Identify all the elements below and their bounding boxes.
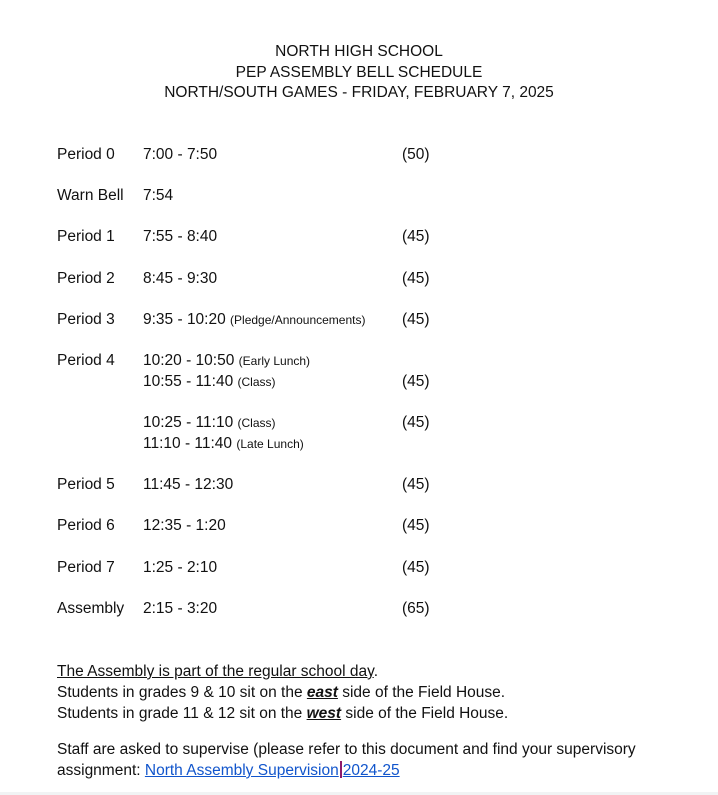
period-duration: (50) [402, 146, 430, 163]
period-note: (Class) [237, 416, 276, 430]
event-date: NORTH/SOUTH GAMES - FRIDAY, FEBRUARY 7, 2025 [164, 84, 554, 101]
assembly-note-heading: The Assembly is part of the regular school day [57, 663, 374, 680]
period-time: 10:55 - 11:40 [143, 373, 234, 390]
period-duration: (45) [402, 373, 430, 390]
period-time-cell [143, 145, 217, 166]
period-time: 9:35 - 10:20 [143, 311, 226, 328]
period-duration: (65) [402, 600, 430, 617]
period-time-cell [143, 558, 217, 579]
period-duration: (45) [402, 270, 430, 287]
period-time: 10:25 - 11:10 [143, 414, 234, 431]
period-time: 1:25 - 2:10 [143, 559, 218, 576]
period-duration: (45) [402, 559, 430, 576]
period-time-cell [143, 475, 233, 496]
period-label: Period 4 [57, 352, 115, 369]
period-label: Period 0 [57, 146, 115, 163]
period-time-cell [143, 434, 304, 455]
period-duration: (45) [402, 311, 430, 328]
period-label: Period 1 [57, 228, 115, 245]
period-char: . [373, 663, 379, 680]
seating-text: side of the Field House. [341, 705, 509, 722]
staff-note-line1: Staff are asked to supervise (please refer to this document and find your supervisory [57, 741, 636, 758]
period-note: (Early Lunch) [238, 354, 311, 368]
seating-text: Students in grades 9 & 10 sit on the [57, 684, 307, 701]
school-name: NORTH HIGH SCHOOL [275, 43, 443, 60]
period-label: Period 5 [57, 476, 115, 493]
period-note: (Class) [237, 375, 276, 389]
link-text-part2[interactable]: 2024-25 [342, 762, 400, 779]
period-duration: (45) [402, 517, 430, 534]
period-label: Assembly [57, 600, 125, 617]
west-emphasis: west [306, 705, 342, 722]
period-time: 12:35 - 1:20 [143, 517, 226, 534]
period-time: 11:10 - 11:40 [143, 435, 233, 452]
link-text-part1[interactable]: North Assembly Supervision [144, 762, 339, 779]
seating-text: Students in grade 11 & 12 sit on the [57, 705, 307, 722]
period-duration: (45) [402, 228, 430, 245]
period-label: Warn Bell [57, 187, 124, 204]
period-time: 10:20 - 10:50 [143, 352, 235, 369]
seating-note-grades-11-12 [57, 703, 508, 724]
period-duration: (45) [402, 476, 430, 493]
period-time: 2:15 - 3:20 [143, 600, 218, 617]
period-time: 8:45 - 9:30 [143, 270, 218, 287]
staff-note [57, 739, 636, 781]
period-label: Period 2 [57, 270, 115, 287]
seating-note-grades-9-10 [57, 682, 508, 703]
period-time: 11:45 - 12:30 [143, 476, 234, 493]
schedule-title: PEP ASSEMBLY BELL SCHEDULE [235, 63, 483, 81]
staff-note-line2 [57, 760, 636, 781]
text-cursor [340, 761, 342, 778]
period-label: Period 3 [57, 311, 115, 328]
period-time-cell [143, 227, 217, 248]
period-time: 7:55 - 8:40 [143, 228, 218, 245]
period-time: 7:54 [143, 187, 174, 204]
period-label: Period 6 [57, 517, 115, 534]
period-time-cell [143, 413, 276, 434]
period-time-cell [143, 310, 365, 331]
assembly-notes [57, 661, 508, 724]
east-emphasis: east [306, 684, 338, 701]
period-time-cell [143, 372, 276, 393]
period-time-cell [143, 269, 217, 290]
period-note: (Pledge/Announcements) [230, 313, 366, 327]
document-header [0, 42, 718, 104]
period-time-cell [143, 599, 217, 620]
period-time-cell [143, 351, 310, 372]
seating-text: side of the Field House. [337, 684, 506, 701]
period-note: (Late Lunch) [236, 437, 304, 451]
period-time-cell [143, 516, 226, 537]
period-label: Period 7 [57, 559, 115, 576]
period-time-cell [143, 186, 173, 207]
supervision-link[interactable] [145, 762, 400, 779]
period-duration: (45) [402, 414, 430, 431]
period-time: 7:00 - 7:50 [143, 146, 218, 163]
staff-note-text: assignment: [57, 762, 145, 779]
